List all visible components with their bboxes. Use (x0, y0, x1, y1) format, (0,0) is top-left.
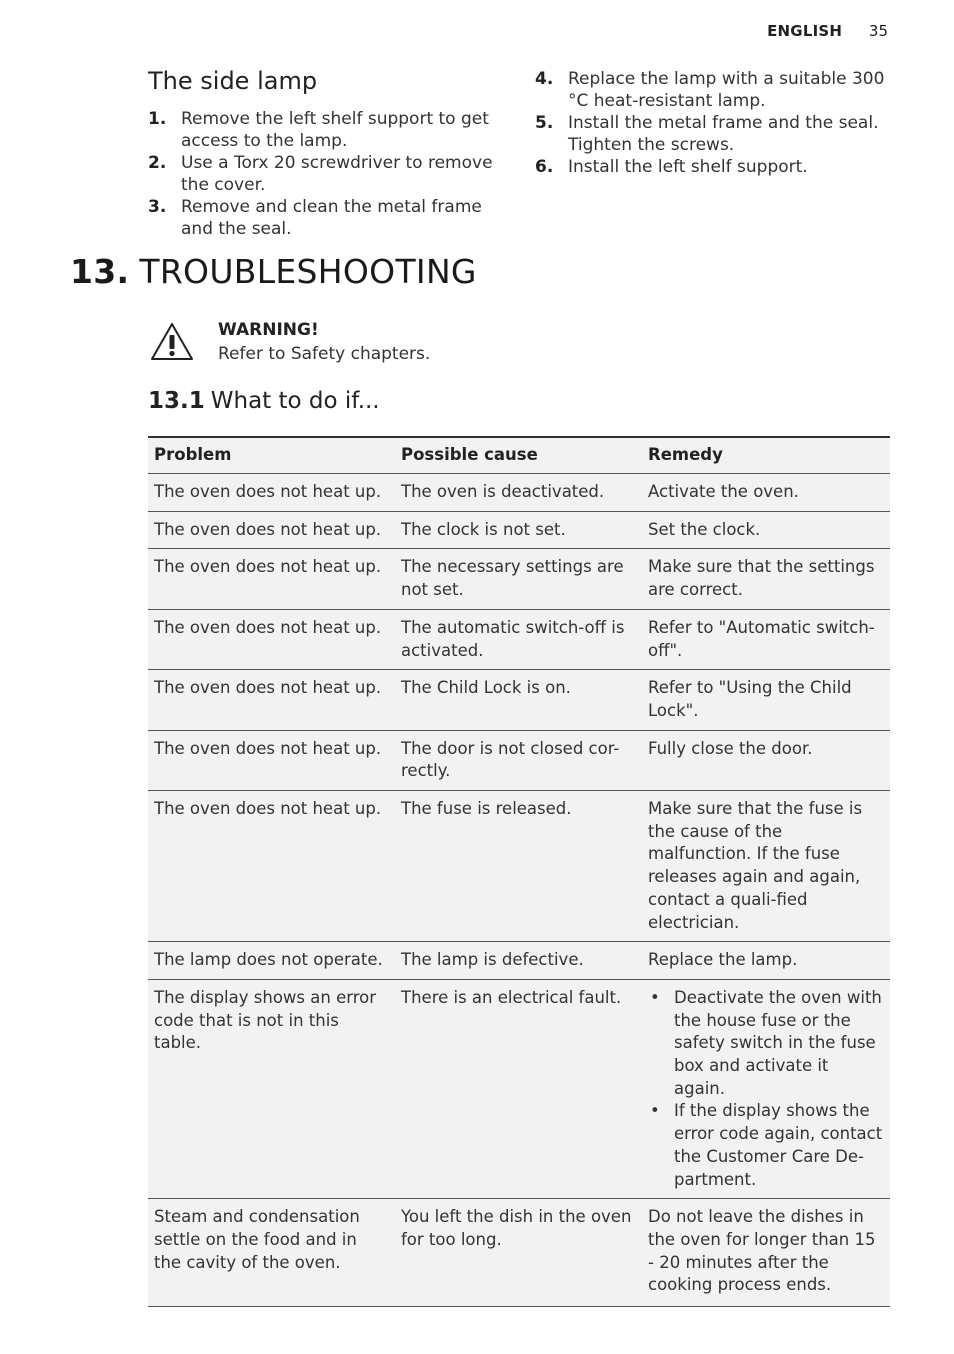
cause-cell: The oven is deactivated. (395, 474, 642, 512)
step-item (535, 156, 890, 178)
step-number: 5. (535, 113, 554, 133)
table-row (148, 670, 890, 730)
cause-cell: The lamp is defective. (395, 942, 642, 980)
language-label: ENGLISH (767, 22, 843, 40)
table-row (148, 549, 890, 609)
chapter-title (70, 248, 477, 296)
table-header-row (148, 437, 890, 474)
page-header (767, 22, 888, 40)
problem-cell: The oven does not heat up. (148, 670, 395, 730)
subsection-number: 13.1 (148, 388, 205, 414)
step-item (148, 152, 498, 196)
problem-cell: Steam and condensation settle on the food and in the cavity of the oven. (148, 1199, 395, 1307)
cause-cell: The Child Lock is on. (395, 670, 642, 730)
column-header-cause: Possible cause (395, 437, 642, 474)
page-number: 35 (868, 22, 888, 40)
side-lamp-steps-right (535, 68, 890, 178)
cause-cell: The fuse is released. (395, 791, 642, 942)
table-row (148, 942, 890, 980)
step-number: 1. (148, 109, 167, 129)
step-item (535, 112, 890, 156)
cause-cell: The automatic switch-off is activated. (395, 609, 642, 669)
chapter-title-text: TROUBLESHOOTING (139, 252, 477, 291)
chapter-number: 13. (70, 252, 130, 291)
step-text: Install the metal frame and the seal. Tighten the screws. (568, 113, 879, 155)
remedy-cell: Refer to "Using the Child Lock". (642, 670, 890, 730)
column-header-remedy: Remedy (642, 437, 890, 474)
column-header-problem: Problem (148, 437, 395, 474)
step-text: Remove the left shelf support to get access to the lamp. (181, 109, 489, 151)
problem-cell: The oven does not heat up. (148, 730, 395, 790)
cause-cell: The clock is not set. (395, 511, 642, 549)
problem-cell: The lamp does not operate. (148, 942, 395, 980)
problem-cell: The oven does not heat up. (148, 474, 395, 512)
table-row (148, 474, 890, 512)
side-lamp-title: The side lamp (148, 67, 318, 95)
step-item (148, 196, 498, 240)
warning-triangle-icon (150, 322, 194, 362)
step-text: Remove and clean the metal frame and the seal. (181, 197, 482, 239)
cause-cell: There is an electrical fault. (395, 979, 642, 1198)
step-number: 4. (535, 69, 554, 89)
side-lamp-steps-left (148, 108, 498, 240)
step-text: Install the left shelf support. (568, 157, 808, 177)
remedy-cell: Fully close the door. (642, 730, 890, 790)
remedy-cell: Refer to "Automatic switch-off". (642, 609, 890, 669)
cause-cell: The necessary settings are not set. (395, 549, 642, 609)
remedy-cell: Do not leave the dishes in the oven for longer than 15 - 20 minutes after the cooking process ends. (642, 1199, 890, 1307)
step-number: 3. (148, 197, 167, 217)
subsection-title (148, 384, 380, 418)
table-row (148, 730, 890, 790)
table-row (148, 979, 890, 1198)
troubleshooting-table (148, 436, 890, 1307)
remedy-cell: Replace the lamp. (642, 942, 890, 980)
remedy-cell: Set the clock. (642, 511, 890, 549)
step-item (148, 108, 498, 152)
cause-cell: You left the dish in the oven for too long. (395, 1199, 642, 1307)
table-row (148, 511, 890, 549)
side-lamp-right-column (535, 68, 890, 178)
step-text: Use a Torx 20 screwdriver to remove the cover. (181, 153, 493, 195)
step-item (535, 68, 890, 112)
table-row (148, 609, 890, 669)
subsection-title-text: What to do if... (210, 388, 380, 414)
step-text: Replace the lamp with a suitable 300 °C heat-resistant lamp. (568, 69, 885, 111)
step-number: 6. (535, 157, 554, 177)
warning-title: WARNING! (218, 320, 319, 340)
problem-cell: The oven does not heat up. (148, 791, 395, 942)
remedy-bullet-list (648, 987, 884, 1191)
problem-cell: The oven does not heat up. (148, 549, 395, 609)
problem-cell: The oven does not heat up. (148, 511, 395, 549)
problem-cell: The display shows an error code that is not in this table. (148, 979, 395, 1198)
step-number: 2. (148, 153, 167, 173)
remedy-cell (642, 979, 890, 1198)
remedy-bullet: • If the display shows the error code again, contact the Customer Care De-partment. (648, 1100, 884, 1191)
remedy-cell: Make sure that the settings are correct. (642, 549, 890, 609)
cause-cell: The door is not closed cor-rectly. (395, 730, 642, 790)
remedy-bullet: • Deactivate the oven with the house fuse or the safety switch in the fuse box and activate it again. (648, 987, 884, 1101)
remedy-cell: Make sure that the fuse is the cause of the malfunction. If the fuse releases again and again, contact a quali-fied electrician. (642, 791, 890, 942)
problem-cell: The oven does not heat up. (148, 609, 395, 669)
table-row (148, 1199, 890, 1307)
warning-text: Refer to Safety chapters. (218, 344, 431, 364)
table-row (148, 791, 890, 942)
remedy-cell: Activate the oven. (642, 474, 890, 512)
side-lamp-left-column (148, 64, 498, 240)
